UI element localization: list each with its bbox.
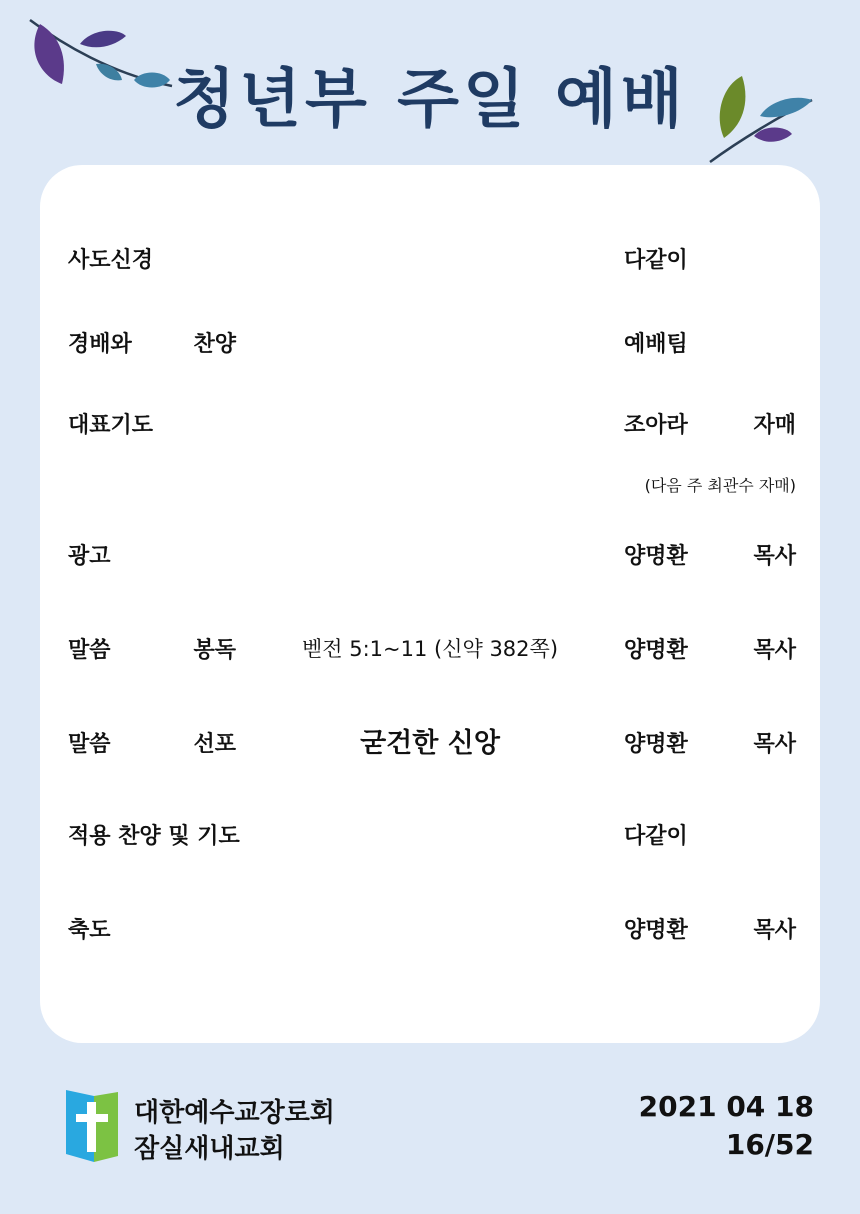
service-item-person: 양명환 목사 — [624, 638, 796, 663]
order-of-service-card — [40, 165, 820, 1043]
service-date: 2021 04 18 — [638, 1090, 814, 1123]
service-item-label: 광고 — [68, 544, 111, 569]
leaf-decoration-right — [700, 66, 820, 170]
service-item-label: 말씀 선포 — [68, 732, 236, 757]
service-item-label: 적용 찬양 및 기도 — [68, 824, 240, 849]
service-item-label: 대표기도 — [68, 413, 154, 438]
service-item-person: 예배팀 — [624, 332, 688, 357]
service-row-benediction — [40, 913, 820, 949]
service-row-sermon — [40, 727, 820, 763]
church-logo-cross-icon — [66, 1090, 118, 1166]
scripture-reference: 벧전 5:1~11 (신약 382쪽) — [301, 637, 559, 661]
service-row-announcements — [40, 539, 820, 575]
church-name: 잠실새내교회 — [134, 1134, 285, 1164]
service-item-person: 다같이 — [624, 824, 688, 849]
sermon-title: 굳건한 신앙 — [360, 728, 500, 759]
service-row-worship — [40, 327, 820, 363]
service-item-person: 다같이 — [624, 248, 688, 273]
service-item-label: 경배와 찬양 — [68, 332, 236, 357]
service-row-creed — [40, 243, 820, 279]
service-row-response — [40, 819, 820, 855]
service-item-person: 양명환 목사 — [624, 544, 796, 569]
denomination-name: 대한예수교장로회 — [134, 1098, 335, 1128]
service-item-person: 양명환 목사 — [624, 732, 796, 757]
issue-number: 16/52 — [725, 1128, 814, 1161]
next-week-prayer-note: (다음 주 최관수 자매) — [644, 476, 796, 495]
service-item-label: 말씀 봉독 — [68, 638, 236, 663]
service-item-label: 축도 — [68, 918, 111, 943]
page-title: 청년부 주일 예배 — [173, 63, 687, 137]
service-row-prayer — [40, 408, 820, 444]
service-row-scripture-reading — [40, 633, 820, 669]
service-item-person: 조아라 자매 — [624, 413, 796, 438]
service-item-person: 양명환 목사 — [624, 918, 796, 943]
service-item-label: 사도신경 — [68, 248, 154, 273]
